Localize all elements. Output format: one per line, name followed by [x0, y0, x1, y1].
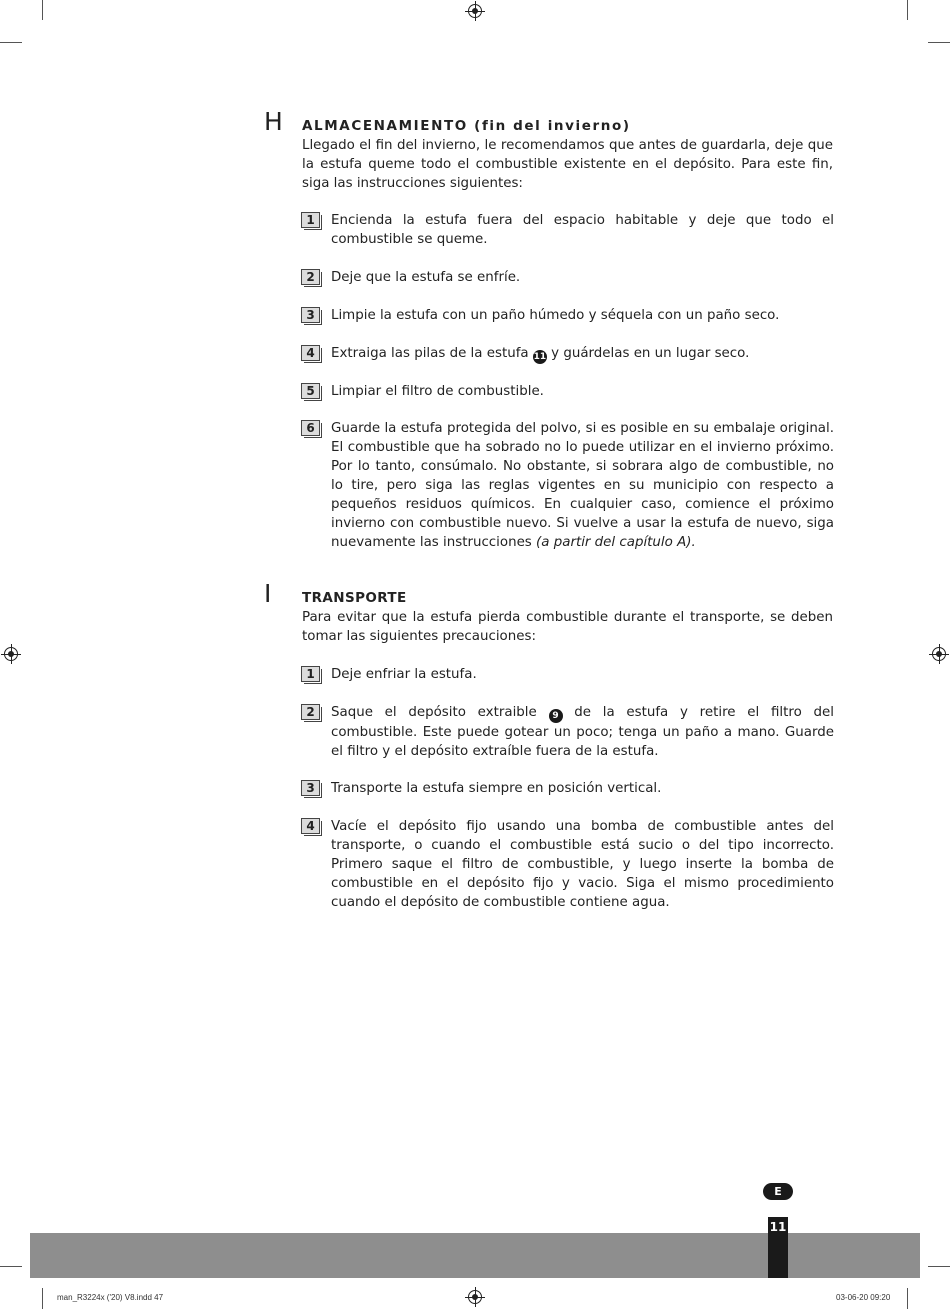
step-text-after: de la estufa y retire el filtro del combustible. Este puede gotear un poco; tenga un paño a mano. Guarde el filtro y el depósito extraíble fuera de la estufa. [331, 705, 834, 759]
section-letter-h: H [264, 107, 283, 136]
crop-mark [928, 42, 950, 43]
step-text-main: Guarde la estufa protegida del polvo, si es posible en su embalaje original. El combustible que ha sobrado no lo puede utilizar en el invierno próximo. Por lo tanto, consúmalo. No obstante, si sobrara algo de combustible, no lo tire, pero siga las reglas vigentes en su municipio con respecto a pequeños residuos químicos. En cualquier caso, comience el próximo invierno con combustible nuevo. Si vuelve a usar la estufa de nuevo, siga nuevamente las instrucciones [331, 421, 834, 550]
section-title-transporte: TRANSPORTE [302, 590, 407, 606]
registration-mark-icon [4, 647, 18, 661]
crop-mark [42, 0, 43, 20]
registration-mark-icon [468, 4, 482, 18]
step-text-before: Saque el depósito extraible [331, 705, 537, 720]
slug-filename: man_R3224x ('20) V8.indd 47 [57, 1293, 164, 1302]
section-intro: Llegado el fin del invierno, le recomendamos que antes de guardarla, deje que la estufa queme todo el combustible existente en el depósito. Para este fin, siga las instrucciones siguientes: [302, 138, 833, 191]
step-text: Transporte la estufa siempre en posición vertical. [331, 781, 662, 796]
crop-mark [42, 1288, 43, 1309]
crop-mark [0, 42, 22, 43]
section-letter-i: I [264, 579, 272, 608]
step-number: 6 [301, 420, 320, 436]
step-text-after: y guárdelas en un lugar seco. [551, 346, 750, 361]
step-text: Limpiar el filtro de combustible. [331, 384, 544, 399]
crop-mark [0, 1266, 22, 1267]
section-title-almacenamiento: ALMACENAMIENTO (fin del invierno) [302, 118, 631, 134]
step-number: 3 [301, 307, 320, 323]
step-number: 1 [301, 666, 320, 682]
step-number: 5 [301, 383, 320, 399]
step-text: Encienda la estufa fuera del espacio habitable y deje que todo el combustible se queme. [331, 213, 834, 247]
slug-timestamp: 03-06-20 09:20 [836, 1293, 891, 1302]
step-number: 3 [301, 780, 320, 796]
crop-mark [907, 1288, 908, 1309]
step-text [331, 703, 834, 761]
step-text: Vacíe el depósito fijo usando una bomba de combustible antes del transporte, o cuando el combustible está sucio o del tipo incorrecto. Primero saque el filtro de combustible, y luego inserte la bomba de combustible en el depósito fijo y vacio. Siga el mismo procedimiento cuando el depósito de combustible contiene agua. [331, 819, 834, 910]
step-number: 1 [301, 212, 320, 228]
step-text [331, 344, 834, 364]
part-reference-icon: 9 [549, 709, 563, 723]
crop-mark [928, 1266, 950, 1267]
crop-mark [907, 0, 908, 20]
step-number: 4 [301, 818, 320, 834]
step-text-before: Extraiga las pilas de la estufa [331, 346, 529, 361]
step-text: Limpie la estufa con un paño húmedo y séquela con un paño seco. [331, 308, 780, 323]
step-number: 4 [301, 345, 320, 361]
step-number: 2 [301, 269, 320, 285]
part-reference-icon: 11 [533, 352, 547, 362]
step-text-italic: (a partir del capítulo A). [536, 535, 696, 550]
section-intro: Para evitar que la estufa pierda combustible durante el transporte, se deben tomar las siguientes precauciones: [302, 610, 833, 644]
registration-mark-icon [932, 647, 946, 661]
step-text [331, 419, 834, 552]
step-text: Deje que la estufa se enfríe. [331, 270, 521, 285]
page-number: 11 [769, 1220, 787, 1234]
step-number: 2 [301, 704, 320, 720]
registration-mark-icon [468, 1290, 482, 1304]
step-text: Deje enfriar la estufa. [331, 667, 477, 682]
language-badge: E [763, 1183, 793, 1200]
